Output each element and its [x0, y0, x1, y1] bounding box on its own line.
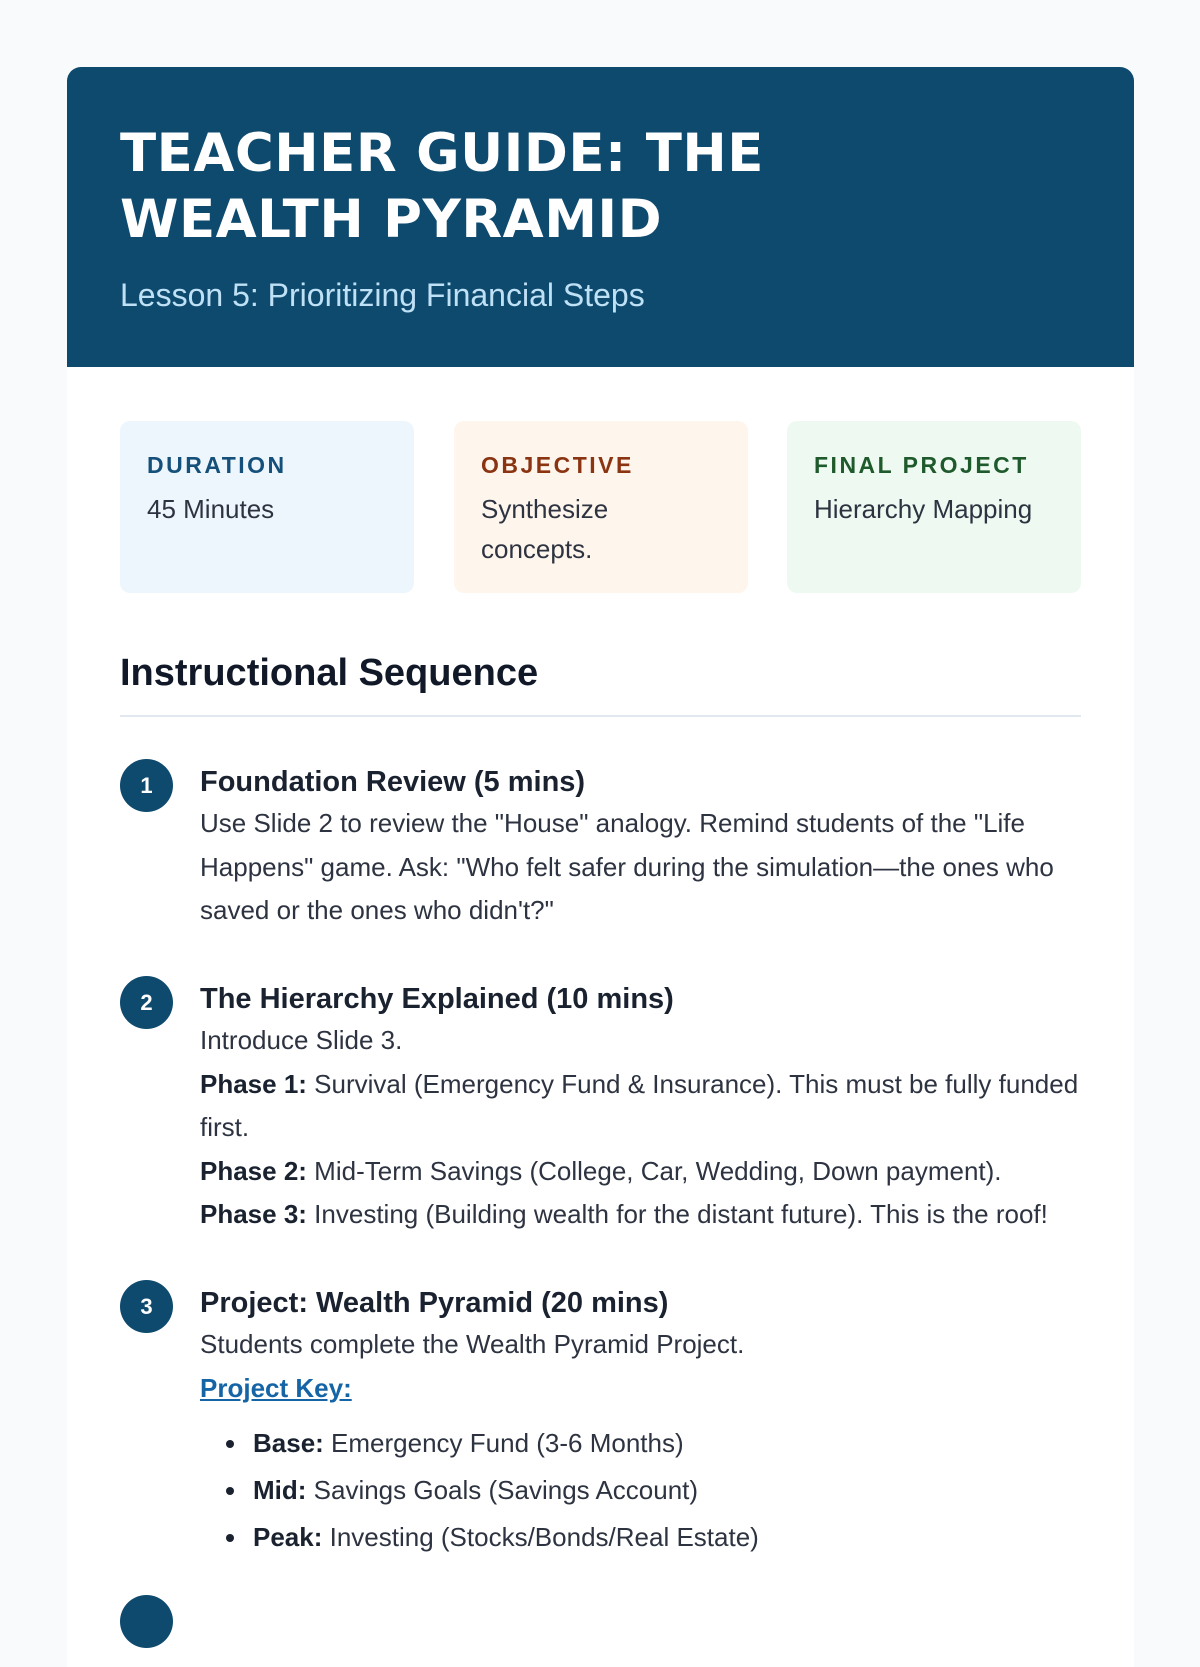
page-subtitle: Lesson 5: Prioritizing Financial Steps [120, 277, 645, 313]
info-cards [120, 421, 1081, 593]
bullet-text: Savings Goals (Savings Account) [306, 1475, 699, 1505]
step-text: Use Slide 2 to review the "House" analogy. Remind students of the "Life Happens" game. Ask: "Who felt safer during the simulation—the ones who saved or the ones who didn't?" [200, 808, 1054, 925]
list-item [200, 1514, 1081, 1561]
page-title: TEACHER GUIDE: THE WEALTH PYRAMID [120, 123, 764, 250]
bullet-text: Investing (Stocks/Bonds/Real Estate) [322, 1522, 759, 1552]
duration-value: 45 Minutes [147, 494, 275, 524]
bullet-label: Peak: [253, 1522, 323, 1552]
project-key-list [200, 1420, 1081, 1561]
duration-label: DURATION [147, 452, 287, 478]
step-number-badge: 1 [120, 759, 173, 812]
phase-text: Mid-Term Savings (College, Car, Wedding, Down payment). [306, 1155, 1002, 1186]
step-body [200, 759, 1081, 933]
step-body [200, 976, 1081, 1237]
bullet-label: Base: [253, 1428, 324, 1458]
final-project-card [787, 421, 1081, 593]
final-project-label: FINAL PROJECT [814, 452, 1029, 478]
phase-text: Investing (Building wealth for the distant future). This is the roof! [306, 1199, 1048, 1229]
objective-value: Synthesize concepts. [481, 494, 609, 564]
duration-card [120, 421, 414, 593]
step-4-badge-partial [120, 1595, 173, 1648]
step-body [200, 1280, 1081, 1561]
step-title: Project: Wealth Pyramid (20 mins) [200, 1287, 669, 1319]
list-item [200, 1420, 1081, 1467]
step-title: Foundation Review (5 mins) [200, 766, 586, 798]
step-number-badge: 2 [120, 976, 173, 1029]
bullet-label: Mid: [253, 1475, 307, 1505]
objective-label: OBJECTIVE [481, 452, 634, 478]
step-intro: Students complete the Wealth Pyramid Project. [200, 1329, 745, 1359]
header-banner [67, 67, 1134, 367]
bullet-icon [226, 1534, 234, 1542]
bullet-icon [226, 1487, 234, 1495]
phase-2-line [200, 1150, 1081, 1194]
final-project-value: Hierarchy Mapping [814, 494, 1033, 524]
phase-label: Phase 3: [200, 1199, 307, 1229]
bullet-text: Emergency Fund (3-6 Months) [323, 1428, 684, 1458]
step-intro: Introduce Slide 3. [200, 1025, 403, 1055]
section-heading: Instructional Sequence [120, 652, 539, 694]
phase-3-line [200, 1193, 1081, 1237]
list-item [200, 1467, 1081, 1514]
phase-1-line [200, 1063, 1081, 1150]
phase-label: Phase 2: [200, 1155, 307, 1186]
project-key-link[interactable]: Project Key: [200, 1372, 352, 1403]
section-divider [120, 715, 1081, 717]
objective-card [454, 421, 748, 593]
step-title: The Hierarchy Explained (10 mins) [200, 983, 674, 1015]
phase-text: Survival (Emergency Fund & Insurance). This must be fully funded first. [200, 1068, 1079, 1142]
step-number-badge: 3 [120, 1280, 173, 1333]
phase-label: Phase 1: [200, 1068, 307, 1099]
bullet-icon [226, 1440, 234, 1448]
